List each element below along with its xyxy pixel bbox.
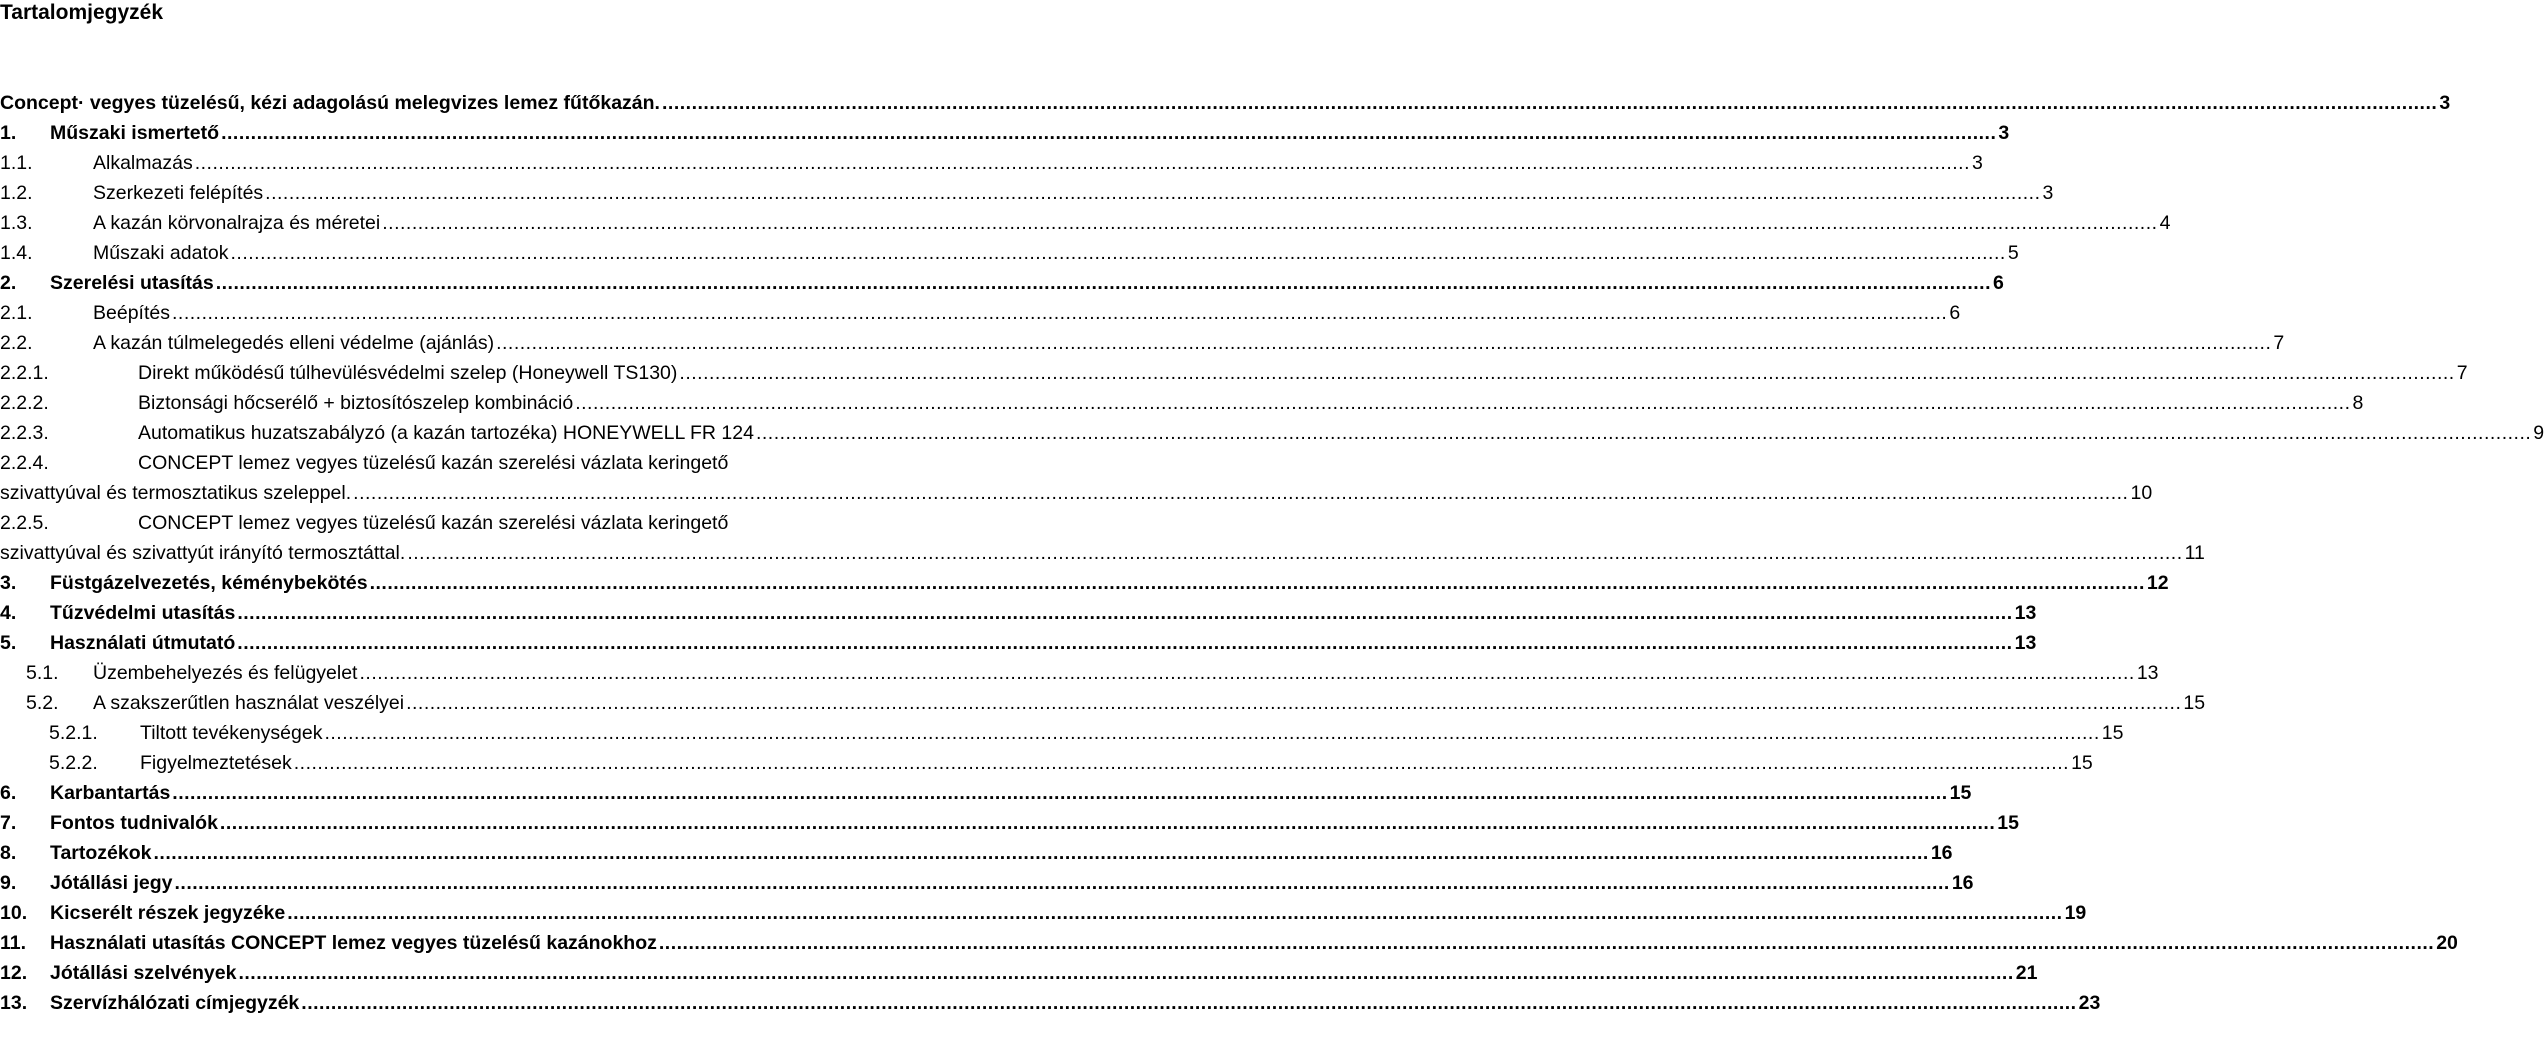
toc-dot-leader: ............................................................................................................................................................................................................................................................................................................ <box>215 272 1992 294</box>
toc-entry-page: 15 <box>2071 752 2093 774</box>
toc-entry-page: 21 <box>2015 962 2038 984</box>
toc-entry[interactable] <box>0 359 2468 387</box>
toc-entry-number: 5.1. <box>26 662 59 684</box>
toc-entry-number: 5.2.1. <box>49 722 98 744</box>
toc-dot-leader: ............................................................................................................................................................................................................................................................................................................ <box>219 812 1996 834</box>
toc-entry-page: 20 <box>2436 932 2458 954</box>
toc-entry-number: 5. <box>0 632 17 654</box>
toc-entry[interactable] <box>0 599 2037 627</box>
toc-entry-title: A szakszerűtlen használat veszélyei <box>93 692 405 714</box>
toc-entry-title: Tiltott tevékenységek <box>140 722 323 744</box>
toc-dot-leader: ............................................................................................................................................................................................................................................................................................................ <box>496 332 2272 354</box>
toc-entry-page: 15 <box>2101 722 2124 744</box>
toc-entry-number: 2. <box>0 272 17 294</box>
toc-entry-page: 5 <box>2007 242 2019 264</box>
toc-entry[interactable] <box>0 749 2093 777</box>
toc-entry-number: 2.2.5. <box>0 512 49 534</box>
toc-entry-page: 15 <box>2183 692 2206 714</box>
toc-entry-number: 6. <box>0 782 17 804</box>
toc-entry-title-continuation: szivattyúval és termosztatikus szeleppel. <box>0 482 352 504</box>
toc-entry-title: Szervízhálózati címjegyzék <box>50 992 300 1014</box>
toc-entry-page: 10 <box>2130 482 2153 504</box>
toc-entry-number: 8. <box>0 842 17 864</box>
toc-entry-page: 13 <box>2014 602 2037 624</box>
toc-dot-leader: ............................................................................................................................................................................................................................................................................................................ <box>661 92 2438 114</box>
toc-dot-leader: ............................................................................................................................................................................................................................................................................................................ <box>658 932 2435 954</box>
toc-entry[interactable] <box>0 209 2171 237</box>
toc-entry-number: 11. <box>0 932 27 954</box>
toc-entry[interactable] <box>0 809 2019 837</box>
toc-entry-page: 23 <box>2078 992 2101 1014</box>
toc-entry-title: Füstgázelvezetés, kéménybekötés <box>50 572 368 594</box>
toc-dot-leader: ............................................................................................................................................................................................................................................................................................................ <box>221 122 1997 144</box>
toc-entry-title: Jótállási szelvények <box>50 962 237 984</box>
toc-entry-number: 1.4. <box>0 242 33 264</box>
toc-entry-page: 4 <box>2159 212 2171 234</box>
toc-entry-number: 2.2.3. <box>0 422 49 444</box>
toc-dot-leader: ............................................................................................................................................................................................................................................................................................................ <box>679 362 2455 384</box>
toc-entry[interactable] <box>0 119 2010 147</box>
toc-entry-number: 2.2.1. <box>0 362 49 384</box>
toc-entry-title: Alkalmazás <box>93 152 193 174</box>
toc-entry-title: Direkt működésű túlhevülésvédelmi szelep (Honeywell TS130) <box>138 362 678 384</box>
toc-entry[interactable] <box>0 509 2205 565</box>
toc-entry[interactable] <box>0 329 2285 357</box>
toc-entry-title: Tűzvédelmi utasítás <box>50 602 236 624</box>
toc-dot-leader: ............................................................................................................................................................................................................................................................................................................ <box>153 842 1929 864</box>
toc-entry[interactable] <box>0 569 2169 597</box>
toc-entry-page: 13 <box>2136 662 2159 684</box>
toc-entry-title-continuation: szivattyúval és szivattyút irányító termosztáttal. <box>0 542 406 564</box>
toc-entry-page: 19 <box>2064 902 2087 924</box>
toc-entry-title: Használati utasítás CONCEPT lemez vegyes tüzelésű kazánokhoz <box>50 932 657 954</box>
toc-entry-number: 13. <box>0 992 28 1014</box>
toc-entry-title: Jótállási jegy <box>50 872 173 894</box>
toc-entry[interactable] <box>0 269 2004 297</box>
toc-entry[interactable] <box>0 689 2206 717</box>
toc-dot-leader: ............................................................................................................................................................................................................................................................................................................ <box>406 692 2182 714</box>
toc-entry-number: 5.2.2. <box>49 752 98 774</box>
toc-entry[interactable] <box>0 419 2544 447</box>
toc-entry[interactable] <box>0 629 2037 657</box>
toc-entry[interactable] <box>0 299 1961 327</box>
toc-entry-page: 7 <box>2456 362 2468 384</box>
toc-entry-page: 7 <box>2273 332 2285 354</box>
toc-dot-leader: ............................................................................................................................................................................................................................................................................................................ <box>369 572 2145 594</box>
toc-entry-page: 11 <box>2184 542 2205 564</box>
toc-dot-leader: ............................................................................................................................................................................................................................................................................................................ <box>194 152 1971 174</box>
toc-entry-number: 1. <box>0 122 17 144</box>
toc-entry-number: 9. <box>0 872 17 894</box>
toc-dot-leader: ............................................................................................................................................................................................................................................................................................................ <box>407 542 2183 564</box>
toc-entry-number: 7. <box>0 812 17 834</box>
toc-dot-leader: ............................................................................................................................................................................................................................................................................................................ <box>293 752 2070 774</box>
toc-entry[interactable] <box>0 89 2451 117</box>
toc-entry[interactable] <box>0 389 2364 417</box>
toc-entry-number: 1.3. <box>0 212 33 234</box>
toc-entry[interactable] <box>0 869 1974 897</box>
toc-entry-title: CONCEPT lemez vegyes tüzelésű kazán szerelési vázlata keringető <box>138 452 729 474</box>
toc-entry-title: Concept· vegyes tüzelésű, kézi adagolású melegvizes lemez fűtőkazán. <box>0 92 660 114</box>
toc-entry[interactable] <box>0 449 2153 505</box>
toc-dot-leader: ............................................................................................................................................................................................................................................................................................................ <box>359 662 2135 684</box>
toc-entry-page: 6 <box>1993 272 2004 294</box>
toc-entry-title: Tartozékok <box>50 842 152 864</box>
toc-entry-title: Biztonsági hőcserélő + biztosítószelep kombináció <box>138 392 574 414</box>
toc-entry[interactable] <box>0 899 2087 927</box>
toc-entry-number: 2.2. <box>0 332 33 354</box>
toc-entry-page: 15 <box>1997 812 2019 834</box>
toc-entry-number: 12. <box>0 962 28 984</box>
toc-entry-number: 1.2. <box>0 182 33 204</box>
toc-entry-page: 15 <box>1949 782 1972 804</box>
toc-dot-leader: ............................................................................................................................................................................................................................................................................................................ <box>575 392 2351 414</box>
toc-entry-number: 5.2. <box>26 692 59 714</box>
toc-dot-leader: ............................................................................................................................................................................................................................................................................................................ <box>287 902 2063 924</box>
toc-entry-title: Karbantartás <box>50 782 171 804</box>
toc-entry-page: 6 <box>1949 302 1961 324</box>
toc-entry-title: Kicserélt részek jegyzéke <box>50 902 286 924</box>
toc-entry-title: A kazán körvonalrajza és méretei <box>93 212 381 234</box>
toc-dot-leader: ............................................................................................................................................................................................................................................................................................................ <box>382 212 2158 234</box>
toc-entry[interactable] <box>0 149 1983 177</box>
toc-dot-leader: ............................................................................................................................................................................................................................................................................................................ <box>755 422 2532 444</box>
toc-entry[interactable] <box>0 779 1972 807</box>
toc-entry-title: Automatikus huzatszabályzó (a kazán tartozéka) HONEYWELL FR 124 <box>138 422 754 444</box>
toc-entry-title: Műszaki adatok <box>93 242 229 264</box>
toc-entry-number: 4. <box>0 602 17 624</box>
toc-entry-number: 1.1. <box>0 152 33 174</box>
toc-entry[interactable] <box>0 179 2054 207</box>
toc-dot-leader: ............................................................................................................................................................................................................................................................................................................ <box>301 992 2077 1014</box>
toc-entry-title: Használati útmutató <box>50 632 236 654</box>
toc-entry-page: 3 <box>2439 92 2451 114</box>
toc-dot-leader: ............................................................................................................................................................................................................................................................................................................ <box>174 872 1950 894</box>
toc-entry-number: 10. <box>0 902 28 924</box>
page-title: Tartalomjegyzék <box>0 1 164 24</box>
toc-entry-title: Beépítés <box>93 302 170 324</box>
toc-entry-number: 2.2.4. <box>0 452 49 474</box>
toc-entry[interactable] <box>0 929 2458 957</box>
toc-entry-page: 16 <box>1951 872 1974 894</box>
toc-entry-number: 2.1. <box>0 302 33 324</box>
toc-entry-title: Üzembehelyezés és felügyelet <box>93 662 358 684</box>
toc-dot-leader: ............................................................................................................................................................................................................................................................................................................ <box>237 602 2013 624</box>
toc-entry[interactable] <box>0 239 2019 267</box>
toc-entry[interactable] <box>0 989 2101 1017</box>
toc-entry-number: 2.2.2. <box>0 392 49 414</box>
toc-entry-page: 12 <box>2146 572 2169 594</box>
toc-entry-title: A kazán túlmelegedés elleni védelme (ajánlás) <box>93 332 495 354</box>
toc-entry-title: Fontos tudnivalók <box>50 812 218 834</box>
toc-dot-leader: ............................................................................................................................................................................................................................................................................................................ <box>230 242 2006 264</box>
toc-entry-page: 16 <box>1930 842 1953 864</box>
toc-dot-leader: ............................................................................................................................................................................................................................................................................................................ <box>265 182 2041 204</box>
toc-entry[interactable] <box>0 719 2124 747</box>
toc-entry-title: Szerkezeti felépítés <box>93 182 264 204</box>
toc-entry-page: 3 <box>1998 122 2010 144</box>
toc-dot-leader: ............................................................................................................................................................................................................................................................................................................ <box>237 632 2013 654</box>
toc-entry-title: Műszaki ismertető <box>50 122 220 144</box>
toc-entry-page: 8 <box>2352 392 2364 414</box>
toc-entry-page: 9 <box>2533 422 2544 444</box>
toc-dot-leader: ............................................................................................................................................................................................................................................................................................................ <box>171 302 1948 324</box>
toc-dot-leader: ............................................................................................................................................................................................................................................................................................................ <box>324 722 2100 744</box>
toc-entry-page: 3 <box>1972 152 1983 174</box>
toc-dot-leader: ............................................................................................................................................................................................................................................................................................................ <box>353 482 2129 504</box>
toc-entry[interactable] <box>0 839 1953 867</box>
toc-entry-page: 13 <box>2014 632 2037 654</box>
toc-entry[interactable] <box>0 659 2159 687</box>
toc-entry-page: 3 <box>2042 182 2054 204</box>
toc-entry-title: CONCEPT lemez vegyes tüzelésű kazán szerelési vázlata keringető <box>138 512 729 534</box>
toc-entry-title: Figyelmeztetések <box>140 752 292 774</box>
toc-entry-number: 3. <box>0 572 17 594</box>
toc-dot-leader: ............................................................................................................................................................................................................................................................................................................ <box>238 962 2014 984</box>
toc-entry[interactable] <box>0 959 2038 987</box>
toc-entry-title: Szerelési utasítás <box>50 272 214 294</box>
toc-dot-leader: ............................................................................................................................................................................................................................................................................................................ <box>172 782 1948 804</box>
